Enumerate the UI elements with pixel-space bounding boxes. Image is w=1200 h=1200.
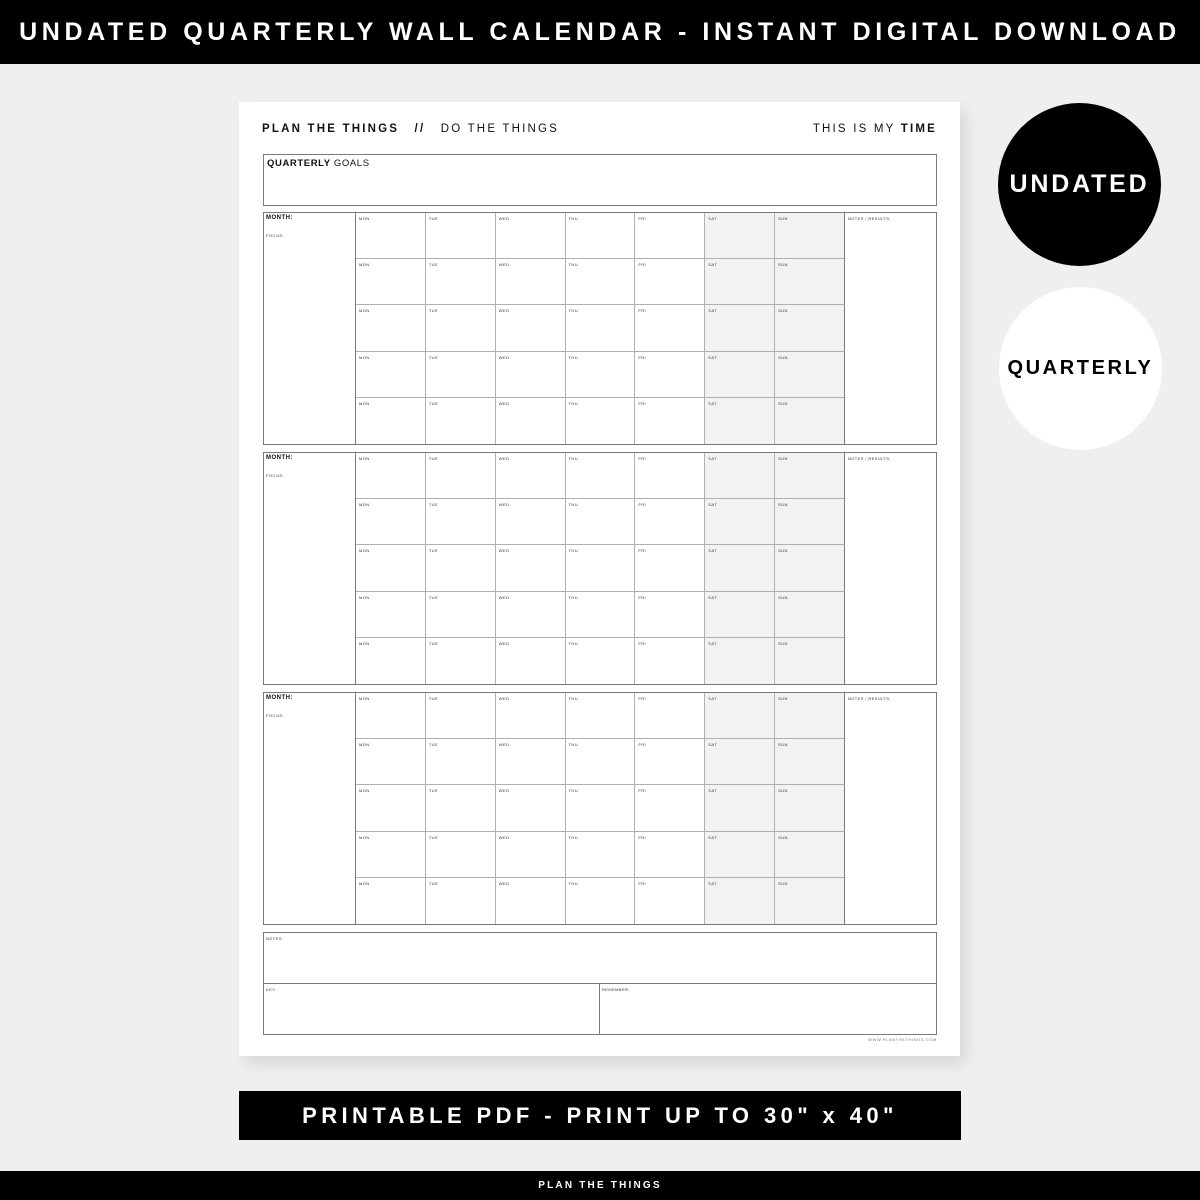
- focus-label: FOCUS:: [266, 233, 285, 238]
- undated-badge: [998, 103, 1161, 266]
- day-label: TUE: [428, 502, 439, 508]
- day-cell: [566, 453, 636, 499]
- day-cell: [775, 398, 845, 444]
- day-label: WED: [498, 742, 510, 748]
- day-label: WED: [498, 594, 510, 600]
- day-cell: [496, 305, 566, 351]
- day-cell: [496, 592, 566, 638]
- month-side-panel: [264, 693, 356, 924]
- header-right-prefix: THIS IS MY: [812, 123, 896, 135]
- day-label: MON: [359, 640, 370, 646]
- header-slash: //: [414, 123, 426, 135]
- day-label: TUE: [428, 834, 439, 840]
- day-cell: [775, 352, 845, 398]
- day-label: MON: [359, 788, 370, 794]
- day-label: SAT: [708, 216, 717, 221]
- day-label: MON: [359, 216, 370, 221]
- day-cell: [566, 398, 636, 444]
- day-label: THU: [568, 262, 578, 268]
- day-label: FRI: [638, 880, 647, 886]
- day-label: MON: [359, 456, 370, 461]
- day-label: SUN: [778, 502, 788, 508]
- day-cell: [356, 259, 426, 305]
- day-cell: [356, 352, 426, 398]
- day-cell: [356, 213, 426, 259]
- day-cell: [426, 499, 496, 545]
- day-label: SUN: [778, 308, 788, 314]
- day-label: TUE: [428, 216, 439, 221]
- day-cell: [566, 832, 636, 878]
- day-cell: [635, 638, 705, 684]
- day-cell: [426, 878, 496, 924]
- day-cell: [775, 785, 845, 831]
- day-cell: [705, 213, 775, 259]
- day-cell: [566, 785, 636, 831]
- day-label: SAT: [708, 834, 717, 840]
- day-label: WED: [498, 502, 510, 508]
- day-label: WED: [498, 880, 510, 886]
- day-cell: [356, 785, 426, 831]
- day-label: FRI: [638, 640, 647, 646]
- day-label: THU: [568, 354, 578, 360]
- day-label: SUN: [778, 594, 788, 600]
- day-label: SUN: [778, 696, 788, 701]
- day-cell: [775, 878, 845, 924]
- day-label: MON: [359, 834, 370, 840]
- day-cell: [635, 693, 705, 739]
- day-cell: [705, 259, 775, 305]
- remember-area: [600, 984, 936, 1034]
- week-grid: [356, 693, 845, 924]
- day-cell: [775, 305, 845, 351]
- day-cell: [705, 693, 775, 739]
- day-label: TUE: [428, 262, 439, 268]
- day-label: SAT: [708, 502, 717, 508]
- day-cell: [356, 305, 426, 351]
- day-label: THU: [568, 788, 578, 794]
- day-label: THU: [568, 456, 578, 461]
- day-label: SUN: [778, 548, 788, 554]
- day-cell: [566, 739, 636, 785]
- header-plan-text: PLAN THE THINGS: [262, 123, 400, 135]
- day-cell: [566, 305, 636, 351]
- day-label: SUN: [778, 880, 788, 886]
- bottom-notes-box: [263, 932, 937, 1035]
- month-side-panel: [264, 453, 356, 684]
- day-cell: [566, 499, 636, 545]
- day-label: WED: [498, 640, 510, 646]
- day-cell: [356, 545, 426, 591]
- sheet-header-left: [262, 123, 559, 135]
- month-block: [263, 452, 937, 685]
- day-cell: [705, 832, 775, 878]
- day-cell: [496, 878, 566, 924]
- month-block: [263, 212, 937, 445]
- day-label: SUN: [778, 640, 788, 646]
- day-label: TUE: [428, 880, 439, 886]
- day-cell: [356, 499, 426, 545]
- day-cell: [775, 213, 845, 259]
- day-label: FRI: [638, 400, 647, 406]
- day-label: SUN: [778, 742, 788, 748]
- month-label: MONTH:: [266, 695, 293, 701]
- focus-label: FOCUS:: [266, 473, 285, 478]
- day-label: THU: [568, 548, 578, 554]
- day-cell: [426, 785, 496, 831]
- day-cell: [426, 592, 496, 638]
- day-cell: [356, 398, 426, 444]
- day-label: TUE: [428, 308, 439, 314]
- day-label: MON: [359, 502, 370, 508]
- quarterly-goals-box: [263, 154, 937, 206]
- day-cell: [705, 305, 775, 351]
- sheet-header-right: [813, 123, 937, 135]
- day-cell: [496, 739, 566, 785]
- day-label: TUE: [428, 400, 439, 406]
- goals-label-rest: GOALS: [333, 158, 370, 169]
- day-label: FRI: [638, 354, 647, 360]
- day-label: TUE: [428, 640, 439, 646]
- notes-area: [264, 933, 936, 984]
- day-label: TUE: [428, 788, 439, 794]
- day-cell: [775, 545, 845, 591]
- day-label: FRI: [638, 502, 647, 508]
- day-cell: [635, 453, 705, 499]
- day-cell: [635, 213, 705, 259]
- day-cell: [775, 832, 845, 878]
- key-area: [264, 984, 600, 1034]
- day-label: TUE: [428, 354, 439, 360]
- day-label: FRI: [638, 216, 647, 221]
- day-cell: [775, 638, 845, 684]
- day-label: MON: [359, 742, 370, 748]
- day-label: FRI: [638, 696, 647, 701]
- day-label: SAT: [708, 696, 717, 701]
- day-cell: [635, 398, 705, 444]
- day-label: TUE: [428, 548, 439, 554]
- day-cell: [775, 259, 845, 305]
- day-label: SUN: [778, 788, 788, 794]
- day-label: WED: [498, 262, 510, 268]
- day-label: THU: [568, 640, 578, 646]
- day-label: THU: [568, 400, 578, 406]
- day-cell: [426, 693, 496, 739]
- focus-label: FOCUS:: [266, 713, 285, 718]
- day-label: FRI: [638, 262, 647, 268]
- week-grid: [356, 213, 845, 444]
- day-label: SAT: [708, 594, 717, 600]
- day-cell: [635, 592, 705, 638]
- day-label: SAT: [708, 354, 717, 360]
- day-label: SUN: [778, 262, 788, 268]
- day-cell: [496, 785, 566, 831]
- header-right-bold: TIME: [900, 123, 937, 135]
- quarterly-badge: [999, 287, 1162, 450]
- day-cell: [426, 545, 496, 591]
- day-label: MON: [359, 594, 370, 600]
- day-cell: [496, 398, 566, 444]
- day-cell: [356, 739, 426, 785]
- day-label: THU: [568, 216, 578, 221]
- undated-badge-text: UNDATED: [1009, 170, 1150, 198]
- top-banner: [0, 0, 1200, 64]
- day-cell: [566, 638, 636, 684]
- day-cell: [496, 499, 566, 545]
- day-cell: [635, 785, 705, 831]
- day-cell: [496, 638, 566, 684]
- day-cell: [635, 832, 705, 878]
- day-cell: [705, 638, 775, 684]
- day-label: SAT: [708, 548, 717, 554]
- day-cell: [775, 499, 845, 545]
- day-label: WED: [498, 354, 510, 360]
- day-label: THU: [568, 742, 578, 748]
- day-cell: [426, 638, 496, 684]
- day-label: THU: [568, 834, 578, 840]
- day-label: TUE: [428, 742, 439, 748]
- footer-bar: [0, 1171, 1200, 1200]
- day-label: WED: [498, 548, 510, 554]
- day-label: WED: [498, 696, 510, 701]
- day-label: THU: [568, 502, 578, 508]
- day-cell: [496, 693, 566, 739]
- day-label: WED: [498, 216, 510, 221]
- remember-label: REMEMBER:: [602, 987, 630, 992]
- day-label: WED: [498, 834, 510, 840]
- day-cell: [356, 693, 426, 739]
- month-label: MONTH:: [266, 455, 293, 461]
- day-cell: [635, 499, 705, 545]
- day-cell: [356, 832, 426, 878]
- day-label: TUE: [428, 594, 439, 600]
- day-label: MON: [359, 262, 370, 268]
- day-label: SAT: [708, 640, 717, 646]
- day-label: TUE: [428, 696, 439, 701]
- day-label: THU: [568, 696, 578, 701]
- day-label: SAT: [708, 308, 717, 314]
- day-label: SAT: [708, 262, 717, 268]
- day-label: TUE: [428, 456, 439, 461]
- day-label: FRI: [638, 788, 647, 794]
- day-cell: [566, 545, 636, 591]
- day-cell: [426, 259, 496, 305]
- footer-brand: PLAN THE THINGS: [538, 1180, 662, 1191]
- day-cell: [426, 398, 496, 444]
- printable-pdf-banner: [239, 1091, 961, 1140]
- notes-results-label: NOTES / RESULTS:: [848, 216, 891, 221]
- day-cell: [635, 259, 705, 305]
- day-label: WED: [498, 400, 510, 406]
- day-cell: [705, 739, 775, 785]
- day-cell: [635, 739, 705, 785]
- day-label: THU: [568, 308, 578, 314]
- day-cell: [635, 352, 705, 398]
- day-label: SUN: [778, 354, 788, 360]
- day-label: THU: [568, 880, 578, 886]
- day-cell: [635, 878, 705, 924]
- day-cell: [426, 832, 496, 878]
- day-cell: [775, 693, 845, 739]
- day-label: MON: [359, 400, 370, 406]
- header-do-text: DO THE THINGS: [440, 123, 560, 135]
- day-label: FRI: [638, 456, 647, 461]
- site-url: WWW.PLANTHETHINGS.COM: [868, 1037, 937, 1042]
- day-cell: [356, 592, 426, 638]
- day-label: FRI: [638, 594, 647, 600]
- day-cell: [566, 592, 636, 638]
- notes-label: NOTES:: [266, 936, 284, 941]
- day-label: MON: [359, 696, 370, 701]
- day-cell: [705, 592, 775, 638]
- banner-title: UNDATED QUARTERLY WALL CALENDAR - INSTANT DIGITAL DOWNLOAD: [19, 17, 1181, 46]
- day-label: FRI: [638, 548, 647, 554]
- day-cell: [496, 352, 566, 398]
- calendar-sheet: [239, 102, 960, 1056]
- day-label: MON: [359, 548, 370, 554]
- day-label: SAT: [708, 788, 717, 794]
- day-cell: [705, 499, 775, 545]
- quarterly-goals-label: [267, 158, 370, 169]
- day-cell: [566, 693, 636, 739]
- day-label: SAT: [708, 742, 717, 748]
- day-cell: [356, 638, 426, 684]
- day-cell: [635, 545, 705, 591]
- day-cell: [705, 545, 775, 591]
- day-label: WED: [498, 788, 510, 794]
- notes-results-label: NOTES / RESULTS:: [848, 696, 891, 701]
- day-cell: [496, 545, 566, 591]
- day-cell: [705, 453, 775, 499]
- day-cell: [705, 398, 775, 444]
- day-cell: [566, 352, 636, 398]
- quarterly-badge-text: QUARTERLY: [1007, 357, 1154, 379]
- key-label: KEY:: [266, 987, 277, 992]
- day-cell: [496, 213, 566, 259]
- day-cell: [426, 305, 496, 351]
- day-cell: [635, 305, 705, 351]
- day-cell: [356, 878, 426, 924]
- month-side-panel: [264, 213, 356, 444]
- day-cell: [496, 832, 566, 878]
- day-cell: [426, 739, 496, 785]
- day-label: SUN: [778, 456, 788, 461]
- day-label: WED: [498, 456, 510, 461]
- day-cell: [705, 352, 775, 398]
- day-cell: [705, 785, 775, 831]
- day-cell: [775, 592, 845, 638]
- day-cell: [775, 453, 845, 499]
- day-label: FRI: [638, 742, 647, 748]
- day-cell: [426, 453, 496, 499]
- day-label: SUN: [778, 400, 788, 406]
- day-label: MON: [359, 880, 370, 886]
- month-block: [263, 692, 937, 925]
- day-cell: [356, 453, 426, 499]
- pdf-banner-text: PRINTABLE PDF - PRINT UP TO 30" x 40": [302, 1102, 898, 1128]
- day-cell: [426, 352, 496, 398]
- day-label: SAT: [708, 456, 717, 461]
- day-label: THU: [568, 594, 578, 600]
- day-label: SUN: [778, 834, 788, 840]
- week-grid: [356, 453, 845, 684]
- day-label: SAT: [708, 400, 717, 406]
- day-cell: [496, 453, 566, 499]
- goals-label-bold: QUARTERLY: [267, 158, 331, 169]
- day-cell: [566, 878, 636, 924]
- day-label: FRI: [638, 308, 647, 314]
- month-label: MONTH:: [266, 215, 293, 221]
- day-label: MON: [359, 354, 370, 360]
- day-label: FRI: [638, 834, 647, 840]
- day-cell: [566, 259, 636, 305]
- day-cell: [566, 213, 636, 259]
- day-label: SUN: [778, 216, 788, 221]
- day-label: WED: [498, 308, 510, 314]
- day-cell: [775, 739, 845, 785]
- day-label: MON: [359, 308, 370, 314]
- notes-results-label: NOTES / RESULTS:: [848, 456, 891, 461]
- day-cell: [426, 213, 496, 259]
- day-label: SAT: [708, 880, 717, 886]
- day-cell: [496, 259, 566, 305]
- day-cell: [705, 878, 775, 924]
